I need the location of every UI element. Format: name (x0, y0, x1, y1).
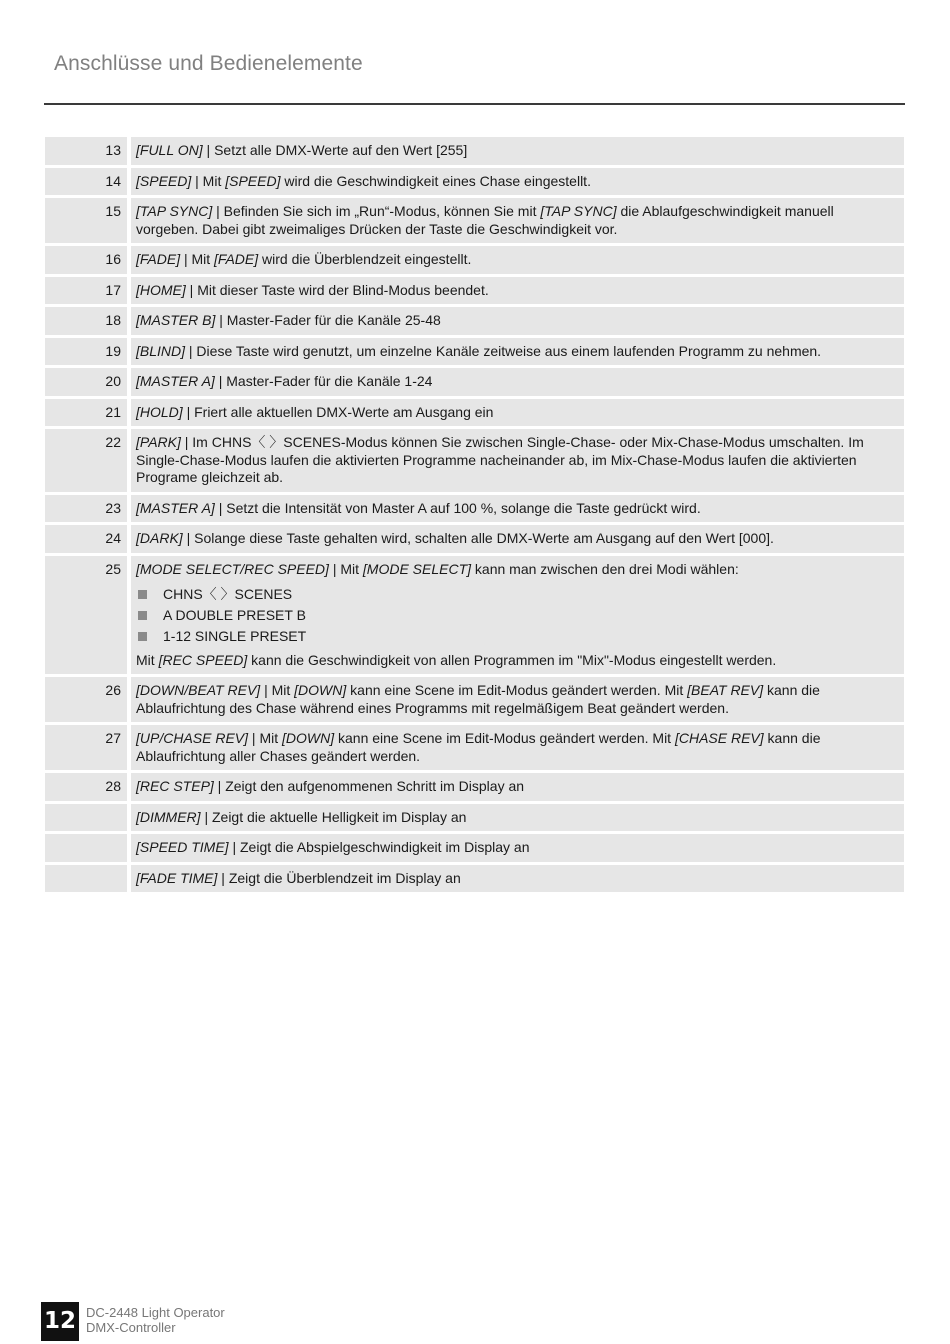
key-label: [MODE SELECT] (362, 560, 472, 577)
row-number (45, 804, 127, 832)
row-description (131, 495, 904, 523)
row-number: 26 (45, 677, 127, 722)
description-text: | Zeigt den aufgenommenen Schritt im Display an (213, 778, 525, 794)
key-label: [TAP SYNC] (540, 203, 617, 219)
key-label: [SPEED] (225, 172, 281, 189)
table-row (45, 307, 904, 335)
table-row (45, 677, 904, 722)
row-description (131, 246, 904, 274)
row-description (131, 368, 904, 396)
square-bullet-icon (138, 590, 147, 599)
key-label: [FADE] (136, 251, 181, 267)
description-text: kann die Ablaufrichtung des Chase während eines Programms mit regelmäßigem Beat geändert werden. (136, 682, 820, 716)
mode-list (136, 586, 894, 646)
row-number: 16 (45, 246, 127, 274)
description-text: kann eine Scene im Edit-Modus geändert werden. Mit (346, 682, 688, 698)
description-text: | Zeigt die Überblendzeit im Display an (217, 869, 461, 886)
row-description (131, 773, 904, 801)
row-description (131, 399, 904, 427)
row-number: 28 (45, 773, 127, 801)
key-label: [DOWN/BEAT REV] (136, 682, 261, 698)
row-description (131, 168, 904, 196)
description-text: | Mit (180, 251, 215, 267)
list-item-label: A DOUBLE PRESET B (163, 607, 306, 623)
row-description (131, 804, 904, 832)
table-row (45, 773, 904, 801)
row-description (131, 338, 904, 366)
table-row (45, 399, 904, 427)
key-label: [SPEED TIME] (136, 839, 229, 855)
row-number: 18 (45, 307, 127, 335)
list-item (136, 607, 894, 625)
description-text: | Mit (328, 560, 363, 577)
description-text: | Solange diese Taste gehalten wird, schalten alle DMX-Werte am Ausgang auf den Wert [000]. (182, 530, 774, 546)
list-item-label: 1-12 SINGLE PRESET (163, 628, 307, 644)
table-row (45, 725, 904, 770)
description-text: wird die Überblendzeit eingestellt. (258, 251, 472, 267)
row-description (131, 556, 904, 675)
key-label: [SPEED] (136, 172, 192, 189)
key-label: [REC STEP] (136, 778, 214, 794)
row-number: 20 (45, 368, 127, 396)
table-row (45, 246, 904, 274)
row-description (131, 834, 904, 862)
table-row (45, 556, 904, 675)
description-text: | Setzt alle DMX-Werte auf den Wert [255] (202, 142, 468, 158)
description-text: kann die Geschwindigkeit von allen Programmen im "Mix"-Modus eingestellt werden. (247, 651, 777, 668)
description-text: kann eine Scene im Edit-Modus geändert werden. Mit (334, 730, 675, 746)
header-divider (44, 103, 905, 105)
row-description (131, 307, 904, 335)
key-label: [DOWN] (282, 730, 335, 746)
footer-product (86, 1305, 225, 1335)
row-description (131, 865, 904, 893)
description-text: kann die Ablaufrichtung aller Chases geändert werden. (136, 730, 821, 764)
table-row (45, 865, 904, 893)
key-label: [BLIND] (136, 342, 186, 359)
description-text: | Zeigt die Abspielgeschwindigkeit im Display an (228, 839, 530, 855)
row-number (45, 865, 127, 893)
key-label: [REC SPEED] (158, 651, 248, 668)
row-description (131, 429, 904, 492)
list-item-label: CHNS〈 〉SCENES (163, 586, 293, 602)
description-text: | Master-Fader für die Kanäle 25-48 (215, 312, 441, 328)
row-number: 14 (45, 168, 127, 196)
key-label: [DOWN] (294, 682, 347, 698)
description-text: | Diese Taste wird genutzt, um einzelne Kanäle zeitweise aus einem laufenden Programm zu nehmen. (185, 342, 822, 359)
table-row (45, 368, 904, 396)
key-label: [BEAT REV] (687, 682, 764, 698)
row-number: 13 (45, 137, 127, 165)
key-label: [HOME] (136, 281, 186, 298)
row-number: 25 (45, 556, 127, 675)
key-label: [MASTER B] (136, 312, 216, 328)
key-label: [PARK] (136, 434, 181, 450)
key-label: [MASTER A] (136, 373, 215, 389)
description-text: Mit (136, 651, 159, 668)
product-subtitle: DMX-Controller (86, 1320, 176, 1335)
key-label: [MASTER A] (136, 499, 215, 516)
table-row (45, 525, 904, 553)
key-label: [DIMMER] (136, 808, 201, 825)
description-text: | Master-Fader für die Kanäle 1-24 (214, 373, 433, 389)
description-text: | Zeigt die aktuelle Helligkeit im Display an (200, 808, 467, 825)
table-row (45, 338, 904, 366)
table-row (45, 137, 904, 165)
description-text: | Mit (248, 730, 282, 746)
row-description (131, 277, 904, 305)
key-label: [UP/CHASE REV] (136, 730, 249, 746)
row-description (131, 725, 904, 770)
row-number: 24 (45, 525, 127, 553)
key-label: [TAP SYNC] (136, 203, 213, 219)
row-number: 15 (45, 198, 127, 243)
square-bullet-icon (138, 632, 147, 641)
key-label: [HOLD] (136, 403, 183, 420)
square-bullet-icon (138, 611, 147, 620)
key-label: [DARK] (136, 530, 183, 546)
table-row (45, 277, 904, 305)
row-number: 22 (45, 429, 127, 492)
row-description (131, 198, 904, 243)
description-text: | Im CHNS〈 〉SCENES-Modus können Sie zwischen Single-Chase- oder Mix-Chase-Modus umschalten. Im Single-Chase-Modus laufen die aktivierten Programme nacheinander ab, im Mix-Chase-Modus laufen die aktivierten Programe gleichzeit ab. (136, 434, 864, 485)
controls-table (45, 137, 904, 895)
row-description (131, 137, 904, 165)
description-text: | Mit (260, 682, 295, 698)
row-number: 17 (45, 277, 127, 305)
description-text: | Friert alle aktuellen DMX-Werte am Ausgang ein (182, 403, 494, 420)
row-number (45, 834, 127, 862)
product-name: DC-2448 Light Operator (86, 1305, 225, 1320)
description-text: | Setzt die Intensität von Master A auf 100 %, solange die Taste gedrückt wird. (214, 499, 701, 516)
table-row (45, 168, 904, 196)
table-row (45, 834, 904, 862)
description-text: | Mit (191, 172, 226, 189)
list-item (136, 586, 894, 604)
table-row (45, 198, 904, 243)
description-text: | Befinden Sie sich im „Run“-Modus, können Sie mit (212, 203, 541, 219)
row-number: 27 (45, 725, 127, 770)
row-number: 19 (45, 338, 127, 366)
description-text: die Ablaufgeschwindigkeit manuell vorgeben. Dabei gibt zweimaliges Drücken der Taste die Geschwindigkeit vor. (136, 203, 834, 237)
row-number: 23 (45, 495, 127, 523)
description-text: kann man zwischen den drei Modi wählen: (471, 560, 739, 577)
table-row (45, 804, 904, 832)
list-item (136, 628, 894, 646)
key-label: [MODE SELECT/REC SPEED] (136, 560, 329, 577)
page-number: 12 (41, 1302, 79, 1341)
table-row (45, 429, 904, 492)
key-label: [FADE TIME] (136, 869, 218, 886)
key-label: [FULL ON] (136, 142, 203, 158)
row-number: 21 (45, 399, 127, 427)
key-label: [CHASE REV] (674, 730, 764, 746)
table-row (45, 495, 904, 523)
description-text: | Mit dieser Taste wird der Blind-Modus beendet. (185, 281, 489, 298)
row-description (131, 525, 904, 553)
row-description (131, 677, 904, 722)
description-text: wird die Geschwindigkeit eines Chase eingestellt. (280, 172, 591, 189)
key-label: [FADE] (214, 251, 259, 267)
page-header-title: Anschlüsse und Bedienelemente (54, 52, 363, 75)
